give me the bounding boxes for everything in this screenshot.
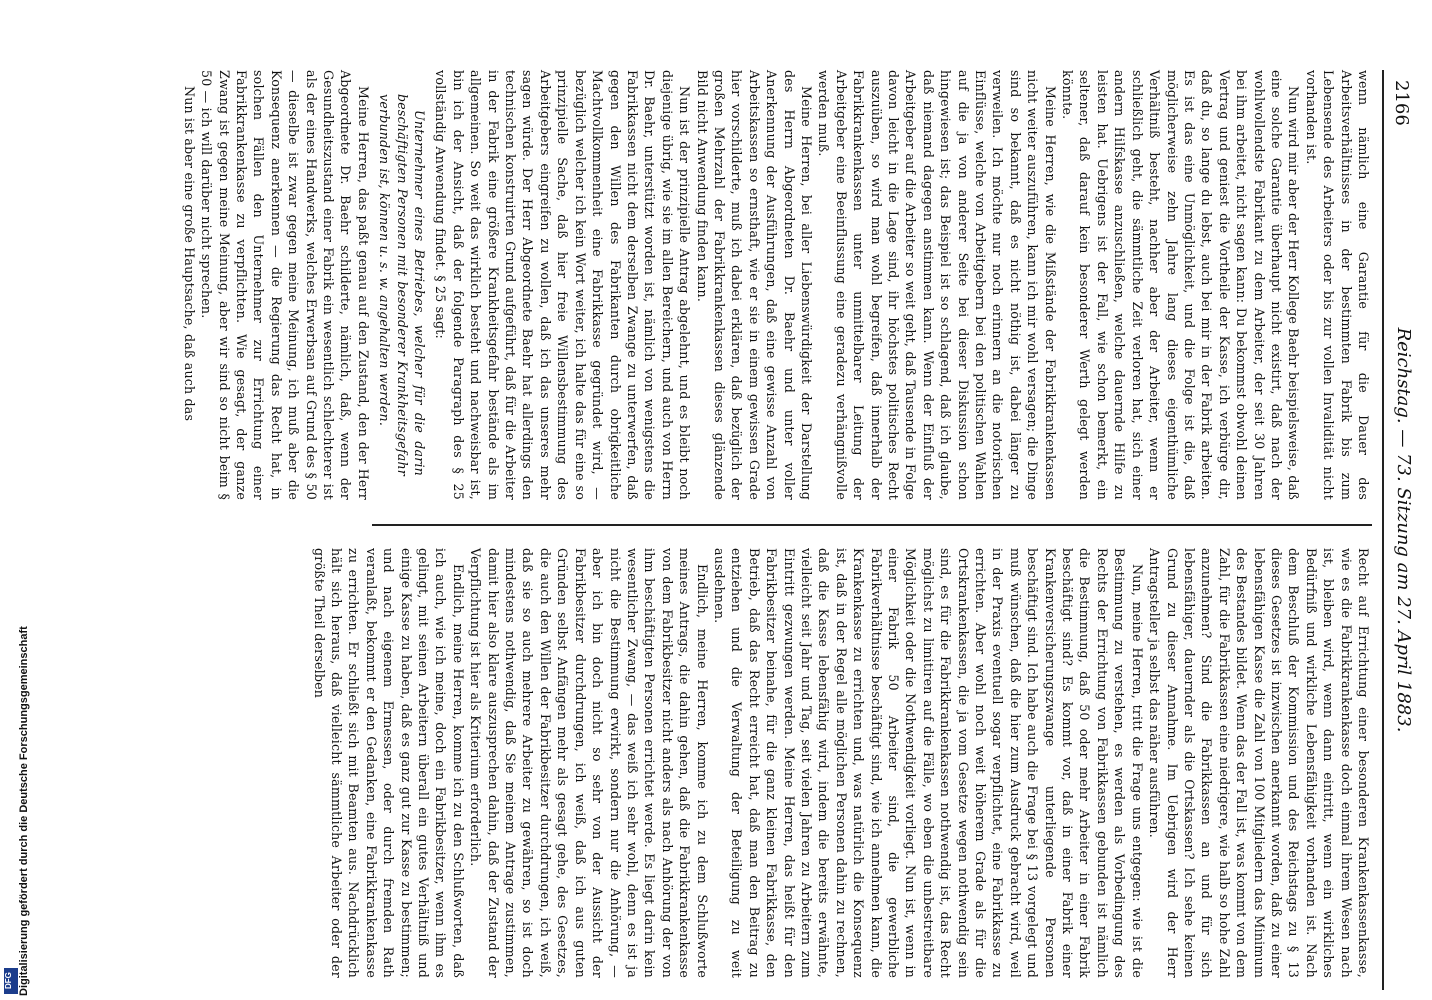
- text-column-right: [310, 548, 1372, 978]
- paragraph: Endlich, meine Herren, komme ich zu dem Schlußworte meines Antrags, die dahin gehen, daß die Fabrikkrankenkasse von dem Fabrikbesitzer nicht anders als nach Anhörung der von ihm beschäftigten Personen errichtet werde. Es liegt darin kein wesentlicher Zwang, — das weiß ich sehr wohl, denn es ist ja nicht die Bestimmung erwirkt, sondern nur die Anhörung, — aber ich bin doch nicht so sehr von der Aussicht der Fabrikbesitzer durchdrungen, ich weiß, daß ich aus guten Gründen selbst Anfängen mehr als gesagt gehe, des Gesetzes, die auch den Willen der Fabrikbesitzer durchdrungen, ich weiß, daß sie so auch mehrere Arbeiter zu gewähren, so ist doch mindestens nothwendig, daß Sie meinem Antrage zustimmen, damit hier also klare auszusprechen dahin, daß der Zustand der Verpflichtung ist hier als Kriterium erforderlich.: [468, 548, 710, 978]
- paragraph: wenn nämlich eine Garantie für die Dauer des Arbeitsverhältnisses in der bestimmten Fabrik bis zum Lebensende des Arbeiters oder bis zur vollen Invalidität nicht vorhanden ist.: [1303, 70, 1371, 500]
- rotated-page-content: [120, 70, 1420, 990]
- page-header: [1382, 70, 1420, 990]
- paragraph: Nun ist der prinzipielle Antrag abgelehnt, und es bleibt noch diejenige übrig, wie sie im allen Bereichern, und auch von Herrn Dr. Baehr, unterstützt worden ist, nämlich von wenigstens die Fabrikkassen nicht dem derselben Zwange zu unterwerfen, daß gegen den Willen des Fabrikanten durch obrigkeitliche Machtvollkommenheit eine Fabrikkasse gegründet wird, — bezüglich welcher ich kein Wort weiter, ich halte das für eine so prinzipielle Sache, daß hier freie Willensbestimmung des Arbeitgebers eingreifen zu wollen, daß ich das unseres mehr sagen würde. Der Herr Abgeordnete Baehr hat allerdings den technischen konstruirten Grund aufgeführt, daß für die Arbeiter in der Fabrik eine größere Krankheitsgefahr bestände als im allgemeinen. So weit das wirklich besteht und nachweisbar ist, bin ich der Ansicht, daß der folgende Paragraph des § 25 vollständig Anwendung findet. § 25 sagt:: [433, 70, 693, 500]
- paragraph: Nun wird mir aber der Herr Kollege Baehr beispielsweise, daß eine solche Garantie überhaupt nicht existirt, daß nach der wohlwollendste Fabrikant zu dem Arbeiter, der seit 30 Jahren bei ihm arbeitet, nicht sagen kann: Du bekommst obwohl deinen Vertrag und geniest die Vortheile der Kasse, ich verbürge dir, daß du, so lange du lebst, auch bei mir in der Fabrik arbeiten. Es ist das eine Unmöglichkeit, und die Folge ist die, daß möglicherweise zehn Jahre lang dieses eigenthümliche Verhältniß besteht, nachher aber der Arbeiter, wenn er schließlich geht, die sämmtliche Zeit verloren hat, sich einer andern Hilfskasse anzuschließen, welche dauernde Hilfe zu leisten hat. Uebrigens ist der Fall, wie schon bemerkt, ein seltener, daß darauf kein besonderer Werth gelegt werden könnte.: [1060, 70, 1302, 500]
- digitization-footer: [0, 0, 30, 1000]
- text-column-left: [180, 70, 1372, 500]
- paragraph: Meine Herren, das paßt genau auf den Zustand, den der Herr Abgeordnete Dr. Baehr schilderte, nämlich, daß, wenn der Gesundheitszustand einer Fabrik ein wesentlich schlechterer ist als der eines Handwerks, welches Erwerbsan auf Grund des § 50 — dieselbe ist zwar gegen meine Meinung, ich muß aber die Konsequenz anerkennen — die Regierung das Recht hat, in solchen Fällen den Unternehmer zur Errichtung einer Fabrikkrankenkasse zu verpflichten. Wie gesagt, der ganze Zwang ist gegen meine Meinung, aber wir sind so nicht beim § 50 — ich will darüber nicht sprechen.: [199, 70, 371, 500]
- dfg-logo: DFG: [4, 968, 18, 994]
- column-divider: [372, 524, 1372, 526]
- page-title: Reichstag. — 73. Sitzung am 27. April 1883.: [1393, 327, 1414, 733]
- paragraph: Meine Herren, wie die Mißstände der Fabrikkrankenkassen nicht weiter auszuführen, kann ich mir wohl versagen; die Dinge sind so bekannt, daß es nicht nöthig ist, dabei länger zu verweilen. Ich möchte nur noch erinnern an die notorischen Einflüsse, welche von Arbeitgebern bei den politischen Wahlen auf die ja von anderer Seite bei dieser Diskussion schon hingewiesen ist; das Beispiel ist so schlagend, daß ich glaube, daß niemand dagegen anstimmen kann. Wenn der Einfluß der Arbeitgeber auf die Arbeiter so weit geht, daß Tausende in Folge davon leicht in die Lage sind, ihr höchstes politisches Recht auszuüben, so wird man wohl begreifen, daß innerhalb der Fabrikkrankenkassen unter unmittelbarer Leitung der Arbeitgeber eine Beeinflussung eine geradezu verhängnißvolle werden muß.: [816, 70, 1058, 500]
- funding-notice: Digitalisierung gefördert durch die Deutsche Forschungsgemeinschaft: [18, 626, 30, 996]
- paragraph: Meine Herren, bei aller Liebenswürdigkeit der Darstellung des Herrn Abgeordneten Dr. Baehr und unter voller Anerkennung der Ausführungen, daß eine gewisse Anzahl von Arbeitskassen so ernsthaft, wie er sie in einem gewissen Grade hier vorschilderte, muß ich dabei erklären, daß bezüglich der großen Mehrzahl der Fabrikkrankenkassen dieses glänzende Bild nicht Anwendung finden kann.: [694, 70, 814, 500]
- legal-quote: Unternehmer eines Betriebes, welcher für die darin beschäftigten Personen mit besonderer Krankheitsgefahr verbunden ist, können u. s. w. angehalten werden.: [377, 94, 428, 476]
- paragraph: Endlich, meine Herren, komme ich zu den Schlußworten, daß ich auch, wie ich meine, doch ein Fabrikbesitzer, wenn ihm es gelingt, mit seinen Arbeitern überall ein gutes Verhältniß und einige Kasse zu haben, daß es ganz gut zur Kasse zu bestimmen; und nach eigenem Ermessen, oder durch fremden Rath veranlaßt, bekommt er den Gedanken, eine Fabrikkrankenkasse zu errichten. Er schließt sich mit Beamten aus. Nachdrücklich hält sich heraus, daß vielleicht sämmtliche Arbeiter oder der größte Theil derselben: [311, 548, 466, 978]
- paragraph: Nun, meine Herren, tritt die Frage uns entgegen: wie ist die Bestimmung zu verstehen, es werden als Vorbedingung des Rechts der Errichtung von Fabrikkassen gebunden ist nämlich die Bestimmung, daß 50 oder mehr Arbeiter in einer Fabrik beschäftigt sind? Es kommt vor, daß in einer Fabrik einer Krankenversicherungszwange unterliegende Personen beschäftigt sind. Ich habe auch die Frage bei § 13 vorgelegt und muß wünschen, daß die hier zum Ausdruck gebracht wird, weil in der Praxis eventuell sogar verpflichtet, eine Fabrikkasse zu errichten. Aber wohl noch weit höherem Grade als für die Ortskrankenkassen, die ja vom Gesetze wegen nothwendig sein sind, es für die Fabrikkrankenkassen nothwendig ist, das Recht möglichst zu limitiren auf die Fälle, wo eben die unbestreitbare Möglichkeit oder die Nothwendigkeit vorliegt. Nun ist, wenn in einer Fabrik 50 Arbeiter sind, die gewerbliche Fabrikverhältnisse beschäftigt sind, wie ich annehmen kann, die Krankenkasse zu errichten und, was natürlich die Konsequenz ist, daß in der Regel alle möglichen Personen dahin zu rechnen, daß die Kasse lebensfähig wird, indem die bereits erwähnte, vielleicht seit Jahr und Tag, seit vielen Jahren zu Arbeitern zum Eintritt gezwungen werden. Meine Herren, das heißt für den Fabrikbesitzer beinahe, für die ganz kleinen Fabrikkasse, den Betrieb, daß das Recht erreicht hat, daß man den Beitrag zu entziehen und die Verwaltung der Beteiligung zu weit ausdehnen.: [711, 548, 1145, 978]
- paragraph: Recht auf Errichtung einer besonderen Krankenkassenkasse, wie es die Fabrikkrankenkasse doch einmal ihrem Wesen nach ist, bleiben wird, wenn dann eintritt, wenn ein wirkliches Bedürfniß und wirkliche Lebensfähigkeit vorhanden ist. Nach dem Beschluß der Kommission und des Reichstags zu § 13 dieses Gesetzes ist inzwischen anerkannt worden, daß zu einer lebensfähigen Kasse die Zahl von 100 Mitgliedern das Minimum des Bestandes bildet. Wenn das der Fall ist, was kommt von dem Zahl, für die Fabrikkassen eine niedrigere, wie halb so hohe Zahl anzunehmen? Sind die Fabrikkassen an und für sich lebensfähiger, dauernder als die Ortskassen? Ich sehe keinen Grund zu dieser Annahme. Im Uebrigen wird der Herr Antragsteller ja selbst das näher ausführen.: [1147, 548, 1371, 978]
- paragraph: Nun ist aber eine große Hauptsache, daß auch das: [181, 86, 197, 422]
- page-number: 2166: [1391, 80, 1412, 126]
